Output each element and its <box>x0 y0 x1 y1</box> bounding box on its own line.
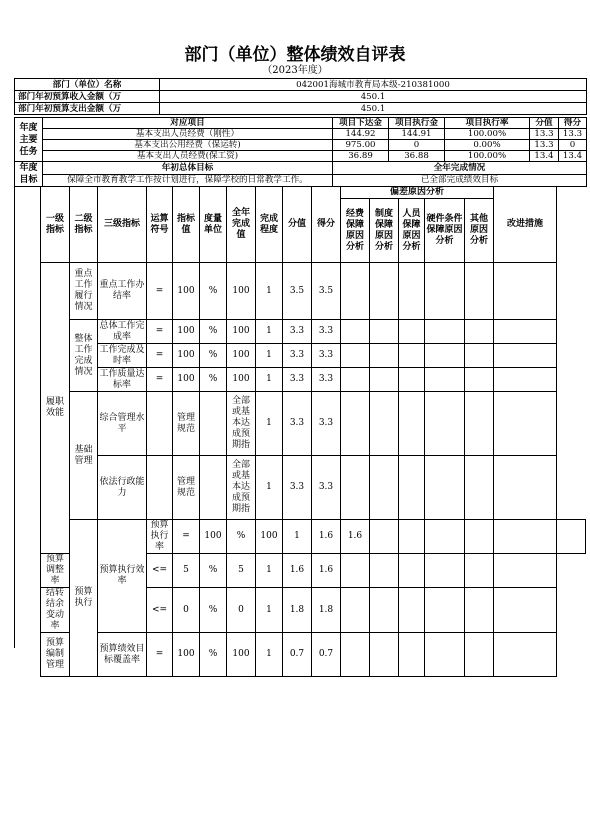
metric-done: 100 <box>227 344 256 368</box>
col-unit: 度量单位 <box>200 187 227 263</box>
metric-target: 100 <box>173 633 200 677</box>
metric-unit: % <box>200 344 227 368</box>
metric-l2: 预算执行效率 <box>98 520 147 633</box>
metric-op: = <box>173 520 200 554</box>
col-dev-hardware: 硬件条件保障原因分析 <box>425 199 465 263</box>
task-rate: 100.00% <box>445 151 530 162</box>
metric-score: 3.3 <box>283 344 312 368</box>
col-l1: 一级指标 <box>41 187 70 263</box>
metric-score: 3.3 <box>283 320 312 344</box>
metric-score: 1.6 <box>283 554 312 588</box>
task-col-rate: 项目执行率 <box>445 118 530 129</box>
goal-done-text: 已全部完成绩效目标 <box>333 174 587 187</box>
metric-target: 100 <box>200 520 227 554</box>
metric-op: <= <box>147 554 173 588</box>
metric-row <box>41 368 586 392</box>
metric-unit: % <box>200 368 227 392</box>
metric-op: = <box>147 263 173 320</box>
dept-name-label: 部门（单位）名称 <box>15 79 160 91</box>
task-issued: 975.00 <box>333 140 389 151</box>
metric-l3: 综合管理水平 <box>98 392 147 456</box>
task-row <box>15 151 587 162</box>
metric-unit: % <box>227 520 256 554</box>
metric-got: 1.6 <box>312 554 341 588</box>
metric-degree: 1 <box>256 554 283 588</box>
metric-target: 100 <box>173 263 200 320</box>
metric-score: 3.3 <box>283 368 312 392</box>
metric-target: 0 <box>173 588 200 633</box>
task-score: 13.3 <box>530 129 559 140</box>
task-score: 13.4 <box>530 151 559 162</box>
task-issued: 144.92 <box>333 129 389 140</box>
metric-score: 1.8 <box>283 588 312 633</box>
metric-l3: 预算执行率 <box>147 520 173 554</box>
task-rate: 100.00% <box>445 129 530 140</box>
col-dev-staff: 人员保障原因分析 <box>399 199 425 263</box>
col-op: 运算符号 <box>147 187 173 263</box>
metric-l1: 履职效能 <box>41 263 70 554</box>
col-dev-other: 其他原因分析 <box>465 199 494 263</box>
metric-l3: 工作质量达标率 <box>99 368 145 390</box>
metric-l2: 预算编制管理 <box>41 633 70 677</box>
metric-got: 1.6 <box>341 520 370 554</box>
metric-op: = <box>147 368 173 392</box>
metric-degree: 1 <box>256 588 283 633</box>
metric-l1: 预算执行 <box>70 520 98 677</box>
metric-unit <box>200 392 227 456</box>
expense-label: 部门年初预算支出金额（万 <box>15 103 160 115</box>
metric-done: 0 <box>227 588 256 633</box>
metric-degree: 1 <box>256 344 283 368</box>
metric-got: 3.3 <box>312 320 341 344</box>
col-degree: 完成程度 <box>256 187 283 263</box>
task-executed: 144.91 <box>389 129 445 140</box>
task-got: 13.3 <box>559 129 587 140</box>
metrics-table <box>40 186 586 677</box>
col-l3: 三级指标 <box>98 187 147 263</box>
metric-degree: 1 <box>256 320 283 344</box>
task-rate: 0.00% <box>445 140 530 151</box>
goal-initial-text: 保障全市教育教学工作按计划进行，保障学校的日常教学工作。 <box>43 174 333 187</box>
metric-degree: 1 <box>256 456 283 520</box>
metric-row <box>41 344 586 368</box>
metric-unit: % <box>200 554 227 588</box>
metric-l2: 基础管理 <box>70 392 98 520</box>
metric-score: 3.3 <box>283 456 312 520</box>
annual-goal-table <box>14 161 587 187</box>
metric-done: 5 <box>227 554 256 588</box>
header-info-table <box>14 78 587 115</box>
metric-got: 3.5 <box>312 263 341 320</box>
col-score: 分值 <box>283 187 312 263</box>
col-dev-system: 制度保障原因分析 <box>370 199 399 263</box>
metric-op: = <box>147 320 173 344</box>
metric-degree: 1 <box>256 633 283 677</box>
metric-done: 100 <box>227 368 256 392</box>
metric-op: <= <box>147 588 173 633</box>
metric-l3: 重点工作办结率 <box>98 263 147 320</box>
metric-unit: % <box>200 320 227 344</box>
task-project: 基本支出人员经费(保工资) <box>43 151 333 162</box>
metric-target: 管理规范 <box>173 456 200 520</box>
task-col-score: 分值 <box>530 118 559 129</box>
metric-degree: 1 <box>256 368 283 392</box>
annual-task-table <box>14 117 587 162</box>
col-dev-title: 偏差原因分析 <box>341 187 494 199</box>
metric-done: 100 <box>227 320 256 344</box>
expense-value: 450.1 <box>160 103 587 115</box>
metric-l3: 总体工作完成率 <box>99 320 145 342</box>
metric-op <box>147 392 173 456</box>
metric-degree: 1 <box>256 392 283 456</box>
task-project: 基本支出人员经费（刚性） <box>43 129 333 140</box>
metric-target: 100 <box>173 344 200 368</box>
metric-got: 1.8 <box>312 588 341 633</box>
task-row <box>15 140 587 151</box>
task-score: 13.3 <box>530 140 559 151</box>
metric-l2: 重点工作履行情况 <box>70 263 98 320</box>
metric-l2: 整体工作完成情况 <box>70 320 98 392</box>
col-done: 全年完成值 <box>227 187 256 263</box>
metric-op: = <box>147 633 173 677</box>
metric-done: 100 <box>227 633 256 677</box>
goal-col-initial: 年初总体目标 <box>43 162 333 175</box>
metric-target: 5 <box>173 554 200 588</box>
metric-score: 3.5 <box>283 263 312 320</box>
metric-degree: 1 <box>256 263 283 320</box>
task-col-got: 得分 <box>559 118 587 129</box>
metric-score: 3.3 <box>283 392 312 456</box>
task-issued: 36.89 <box>333 151 389 162</box>
dept-name-value: 042001海城市教育局本级-210381000 <box>160 79 587 91</box>
task-col-project: 对应项目 <box>43 118 333 129</box>
metric-done: 全部或基本达成预期指 <box>227 456 256 520</box>
metric-unit: % <box>200 263 227 320</box>
metric-l3: 预算调整率 <box>41 554 70 588</box>
metric-target: 100 <box>173 320 200 344</box>
task-col-issued: 项目下达金 <box>333 118 389 129</box>
metric-got: 3.3 <box>312 392 341 456</box>
metric-l3: 依法行政能力 <box>98 456 147 520</box>
metric-score: 1.6 <box>312 520 341 554</box>
task-executed: 36.88 <box>389 151 445 162</box>
metric-l3: 结转结余变动率 <box>41 588 70 633</box>
metric-op: = <box>147 344 173 368</box>
col-dev-funding: 经费保障原因分析 <box>341 199 370 263</box>
income-value: 450.1 <box>160 91 587 103</box>
metric-row <box>41 633 586 677</box>
metric-got: 0.7 <box>312 633 341 677</box>
metric-row <box>41 392 586 456</box>
metric-row <box>41 263 586 320</box>
page-subtitle: （2023年度） <box>262 65 328 76</box>
metric-unit <box>200 456 227 520</box>
page-title: 部门（单位）整体绩效自评表 <box>184 45 406 65</box>
metric-unit: % <box>200 588 227 633</box>
task-executed: 0 <box>389 140 445 151</box>
goal-row-label: 年度目标 <box>15 162 43 187</box>
task-row <box>15 129 587 140</box>
task-got: 13.4 <box>559 151 587 162</box>
metric-got: 3.3 <box>312 368 341 392</box>
metric-op <box>147 456 173 520</box>
metric-got: 3.3 <box>312 456 341 520</box>
metric-row <box>41 520 586 554</box>
metric-unit: % <box>200 633 227 677</box>
income-label: 部门年初预算收入金额（万 <box>15 91 160 103</box>
goal-col-done: 全年完成情况 <box>333 162 587 175</box>
metric-target: 管理规范 <box>173 392 200 456</box>
metric-done: 全部或基本达成预期指 <box>227 392 256 456</box>
task-project: 基本支出公用经费（保运转) <box>43 140 333 151</box>
left-frame-line <box>14 186 15 648</box>
col-measures: 改进措施 <box>494 187 557 263</box>
metric-row <box>41 456 586 520</box>
col-l2: 二级指标 <box>70 187 98 263</box>
metric-done: 100 <box>256 520 283 554</box>
task-got: 0 <box>559 140 587 151</box>
col-target: 指标值 <box>173 187 200 263</box>
task-row-label: 年度主要任务 <box>15 118 43 162</box>
metric-done: 100 <box>227 263 256 320</box>
metric-l3: 工作完成及时率 <box>99 344 145 366</box>
metric-got: 3.3 <box>312 344 341 368</box>
metric-l3: 预算绩效目标覆盖率 <box>98 633 147 677</box>
metric-row <box>41 320 586 344</box>
col-got: 得分 <box>312 187 341 263</box>
metric-score: 0.7 <box>283 633 312 677</box>
metric-degree: 1 <box>283 520 312 554</box>
metric-target: 100 <box>173 368 200 392</box>
task-col-executed: 项目执行金 <box>389 118 445 129</box>
